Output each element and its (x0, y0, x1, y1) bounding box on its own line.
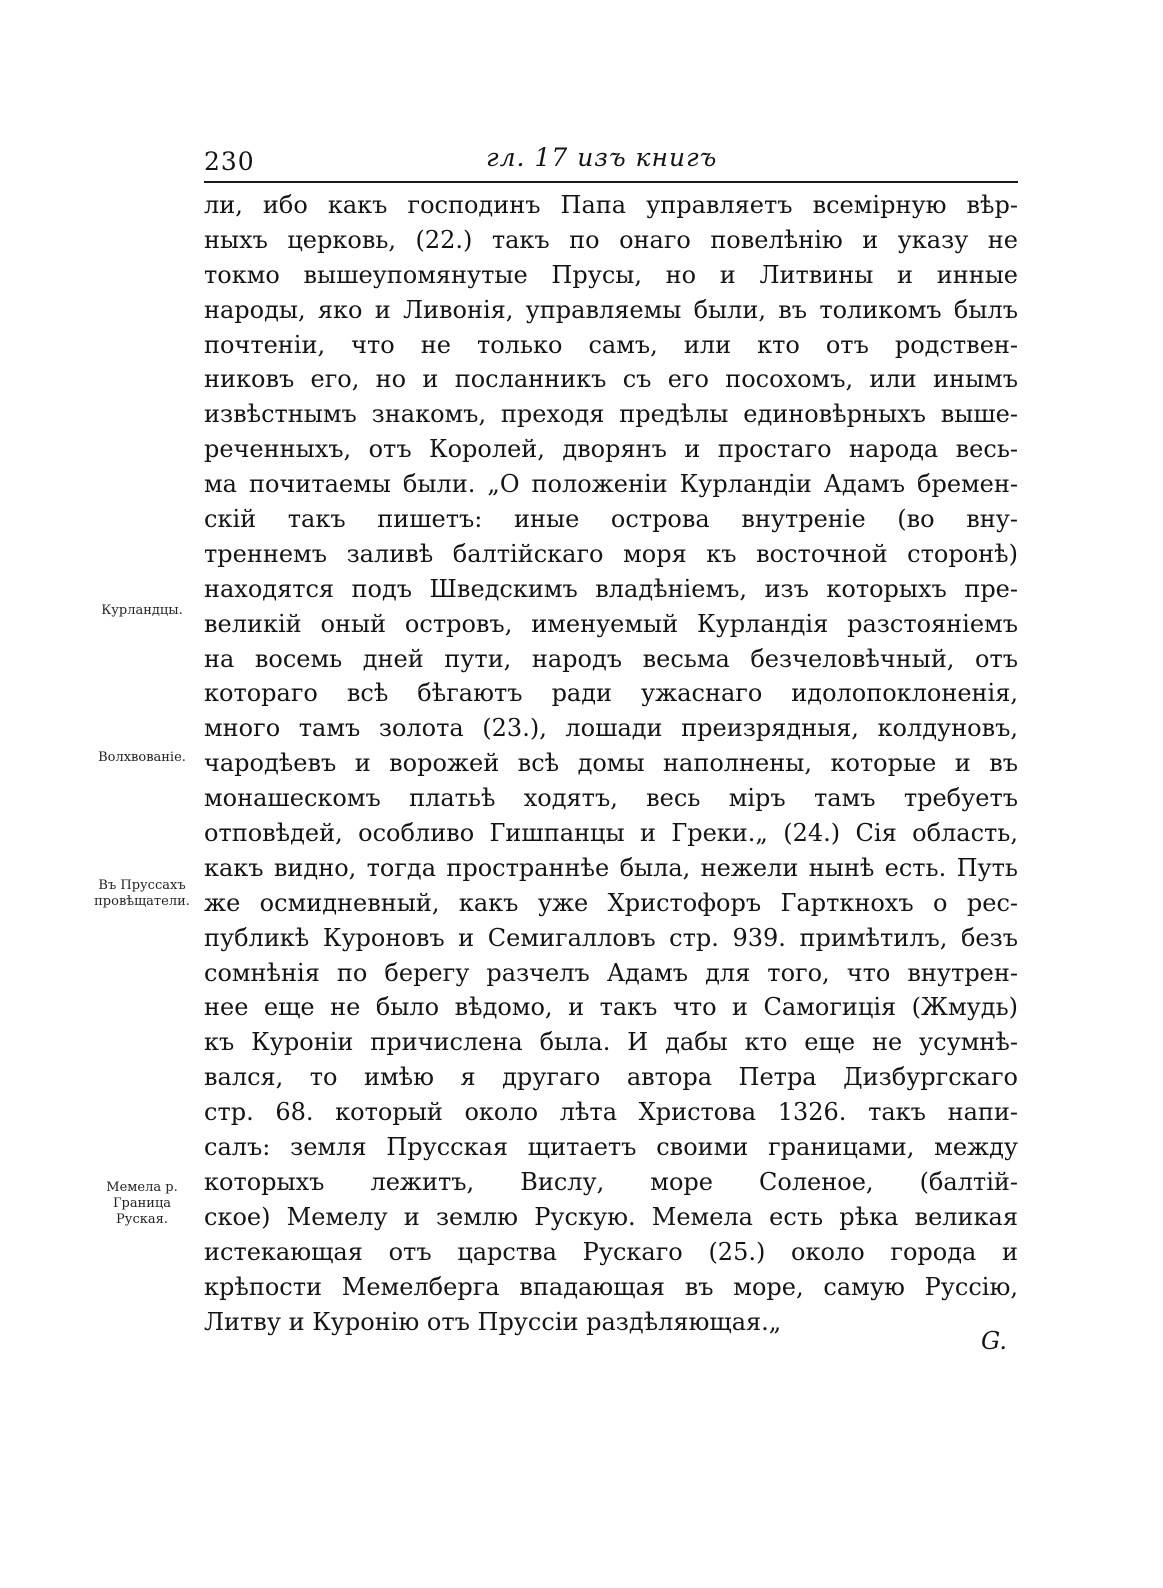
text-line: на восемь дней пути, народъ весьма безчеловѣчный, отъ (204, 644, 1018, 673)
text-line: ма почитаемы были. „О положеніи Курландіи Адамъ бремен- (204, 470, 1018, 499)
page-header (204, 143, 1018, 183)
text-line: скій такъ пишетъ: иные острова внутреніе (во вну- (204, 505, 1018, 534)
text-line: треннемъ заливѣ балтійскаго моря къ восточной сторонѣ) (204, 539, 1018, 568)
text-line: отповѣдей, особливо Гишпанцы и Греки.„ (24.) Сія область, (204, 819, 1018, 848)
text-line: находятся подъ Шведскимъ владѣніемъ, изъ которыхъ пре- (204, 574, 1018, 603)
text-line: Литву и Куронію отъ Пруссіи раздѣляющая.„ (204, 1307, 782, 1336)
text-line: же осмидневный, какъ уже Христофоръ Гарткнохъ о рес- (204, 888, 1018, 917)
running-head: гл. 17 изъ книгъ (486, 143, 718, 172)
margin-note-kurlandtsy: Курландцы. (101, 603, 183, 618)
text-line: которыхъ лежитъ, Вислу, море Соленое, (балтій- (204, 1167, 1018, 1196)
text-line: къ Куроніи причислена была. И дабы кто еще не усумнѣ- (204, 1028, 1018, 1057)
text-line: извѣстнымъ знакомъ, преходя предѣлы единовѣрныхъ выше- (204, 400, 1018, 429)
text-line: салъ: земля Прусская щитаетъ своими границами, между (204, 1133, 1018, 1162)
text-line: почтеніи, что не только самъ, или кто отъ родствен- (204, 330, 1018, 359)
text-line: публикѣ Куроновъ и Семигалловъ стр. 939. примѣтилъ, безъ (204, 923, 1018, 952)
text-line: ское) Мемелу и землю Рускую. Мемела есть рѣка великая (204, 1202, 1018, 1231)
margin-note-volkhvovanie: Волхвованіе. (98, 750, 186, 765)
header-rule (204, 181, 1018, 183)
text-line: крѣпости Мемелберга впадающая въ море, самую Руссію, (204, 1272, 1018, 1301)
body-text (204, 188, 1018, 1339)
text-line: какъ видно, тогда пространнѣе была, нежели нынѣ есть. Путь (204, 853, 1018, 882)
text-line: ли, ибо какъ господинъ Папа управляетъ всемірную вѣр- (204, 191, 1018, 219)
text-line: монашескомъ платьѣ ходятъ, весь міръ тамъ требуетъ (204, 784, 1018, 813)
text-line: реченныхъ, отъ Королей, дворянъ и простаго народа весь- (204, 435, 1018, 464)
text-line: котораго всѣ бѣгаютъ ради ужаснаго идолопоклоненія, (204, 679, 1018, 708)
text-line: чародѣевъ и ворожей всѣ домы наполнены, которые и въ (204, 749, 1018, 778)
text-line: истекающая отъ царства Рускаго (25.) около города и (204, 1237, 1018, 1266)
text-line: вался, то имѣю я другаго автора Петра Дизбургскаго (204, 1063, 1018, 1092)
text-line: великій оный островъ, именуемый Курландія разстояніемъ (204, 609, 1018, 638)
catchword: G. (981, 1327, 1007, 1355)
margin-note-memela: Мемела р. Граница Руская. (106, 1180, 178, 1227)
text-line: ныхъ церковь, (22.) такъ по онаго повелѣнію и указу не (204, 225, 1018, 254)
text-line: стр. 68. который около лѣта Христова 1326. такъ напи- (204, 1098, 1018, 1127)
page-number: 230 (204, 147, 255, 176)
text-line: народы, яко и Ливонія, управляемы были, въ толикомъ былъ (204, 295, 1018, 324)
margin-note-v-prusakh: Въ Пруссахъ провѣщатели. (94, 878, 190, 909)
text-line: никовъ его, но и посланникъ съ его посохомъ, или инымъ (204, 365, 1018, 394)
text-line: много тамъ золота (23.), лошади преизрядныя, колдуновъ, (204, 714, 1018, 743)
text-line: токмо вышеупомянутые Прусы, но и Литвины и инные (204, 260, 1018, 289)
text-line: сомнѣнія по берегу разчелъ Адамъ для того, что внутрен- (204, 958, 1018, 987)
text-line: нее еще не было вѣдомо, и такъ что и Самогиція (Жмудь) (204, 993, 1018, 1022)
